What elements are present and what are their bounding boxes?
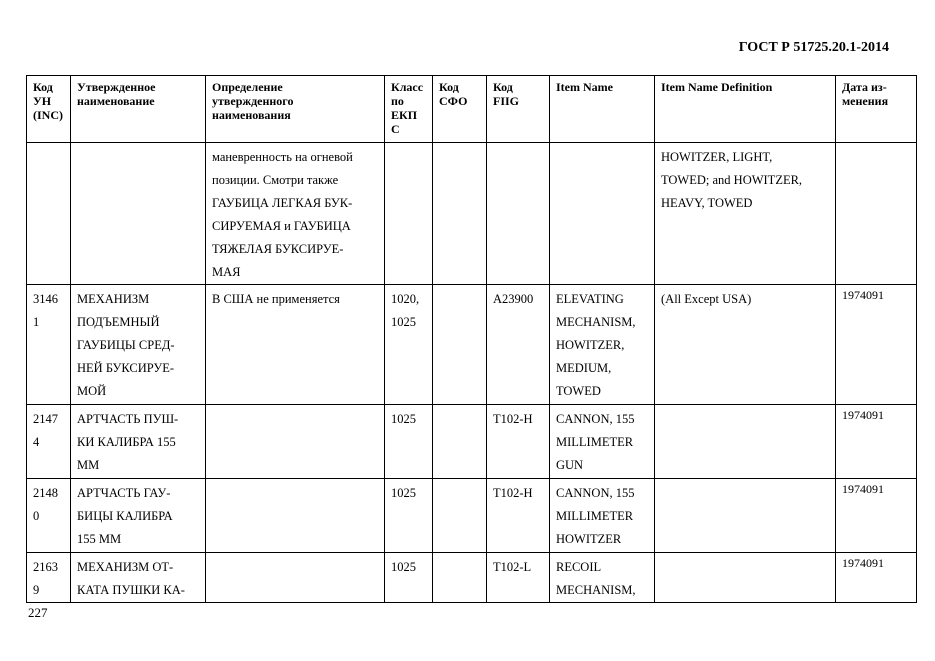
column-header-change-date: Дата из- менения: [836, 76, 917, 143]
cell-change-date: [836, 143, 917, 285]
column-header-fiig: Код FIIG: [487, 76, 550, 143]
cell-approved-name: АРТЧАСТЬ ГАУ- БИЦЫ КАЛИБРА 155 ММ: [71, 479, 206, 553]
table-header-row: [27, 76, 917, 143]
cell-item-name-definition: [655, 405, 836, 479]
cell-fiig: T102-H: [487, 479, 550, 553]
cell-item-name: CANNON, 155 MILLIMETER GUN: [550, 405, 655, 479]
page-number: 227: [28, 605, 48, 620]
cell-name-definition: [206, 553, 385, 603]
cell-class: 1025: [385, 405, 433, 479]
cell-item-name-definition: HOWITZER, LIGHT, TOWED; and HOWITZER, HEAVY, TOWED: [655, 143, 836, 285]
cell-sfo: [433, 143, 487, 285]
cell-name-definition: маневренность на огневой позиции. Смотри также ГАУБИЦА ЛЕГКАЯ БУК- СИРУЕМАЯ и ГАУБИЦА ТЯЖЕЛАЯ БУКСИРУЕ- МАЯ: [206, 143, 385, 285]
cell-change-date: 1974091: [836, 405, 917, 479]
cell-class: 1025: [385, 553, 433, 603]
cell-inc: 31461: [27, 285, 71, 405]
cell-inc: 21639: [27, 553, 71, 603]
cell-name-definition: [206, 479, 385, 553]
cell-sfo: [433, 285, 487, 405]
cell-item-name: RECOIL MECHANISM,: [550, 553, 655, 603]
cell-name-definition: В США не применяется: [206, 285, 385, 405]
cell-sfo: [433, 479, 487, 553]
cell-inc: 21480: [27, 479, 71, 553]
cell-item-name-definition: [655, 553, 836, 603]
cell-class: 1020, 1025: [385, 285, 433, 405]
table-row: [27, 479, 917, 553]
cell-fiig: T102-H: [487, 405, 550, 479]
cell-change-date: 1974091: [836, 285, 917, 405]
column-header-item-name: Item Name: [550, 76, 655, 143]
cell-item-name: ELEVATING MECHANISM, HOWITZER, MEDIUM, TOWED: [550, 285, 655, 405]
table-row: [27, 553, 917, 603]
cell-approved-name: МЕХАНИЗМ ОТ- КАТА ПУШКИ КА-: [71, 553, 206, 603]
cell-change-date: 1974091: [836, 479, 917, 553]
cell-inc: [27, 143, 71, 285]
cell-sfo: [433, 553, 487, 603]
document-code: ГОСТ Р 51725.20.1-2014: [738, 40, 889, 55]
column-header-name-definition: Определение утвержденного наименования: [206, 76, 385, 143]
cell-fiig: T102-L: [487, 553, 550, 603]
cell-approved-name: МЕХАНИЗМ ПОДЪЕМНЫЙ ГАУБИЦЫ СРЕД- НЕЙ БУКСИРУЕ- МОЙ: [71, 285, 206, 405]
cell-item-name-definition: [655, 479, 836, 553]
cell-fiig: A23900: [487, 285, 550, 405]
catalog-table: [26, 75, 917, 603]
cell-approved-name: АРТЧАСТЬ ПУШ- КИ КАЛИБРА 155 ММ: [71, 405, 206, 479]
column-header-sfo: Код СФО: [433, 76, 487, 143]
column-header-approved-name: Утвержденное наименование: [71, 76, 206, 143]
table-row: [27, 405, 917, 479]
cell-item-name: CANNON, 155 MILLIMETER HOWITZER: [550, 479, 655, 553]
table-row: [27, 285, 917, 405]
cell-class: 1025: [385, 479, 433, 553]
column-header-inc: Код УН (INC): [27, 76, 71, 143]
cell-approved-name: [71, 143, 206, 285]
cell-inc: 21474: [27, 405, 71, 479]
column-header-class: Класс по ЕКП С: [385, 76, 433, 143]
table-row: [27, 143, 917, 285]
cell-class: [385, 143, 433, 285]
column-header-item-name-definition: Item Name Definition: [655, 76, 836, 143]
cell-sfo: [433, 405, 487, 479]
cell-change-date: 1974091: [836, 553, 917, 603]
cell-item-name: [550, 143, 655, 285]
cell-name-definition: [206, 405, 385, 479]
cell-fiig: [487, 143, 550, 285]
cell-item-name-definition: (All Except USA): [655, 285, 836, 405]
